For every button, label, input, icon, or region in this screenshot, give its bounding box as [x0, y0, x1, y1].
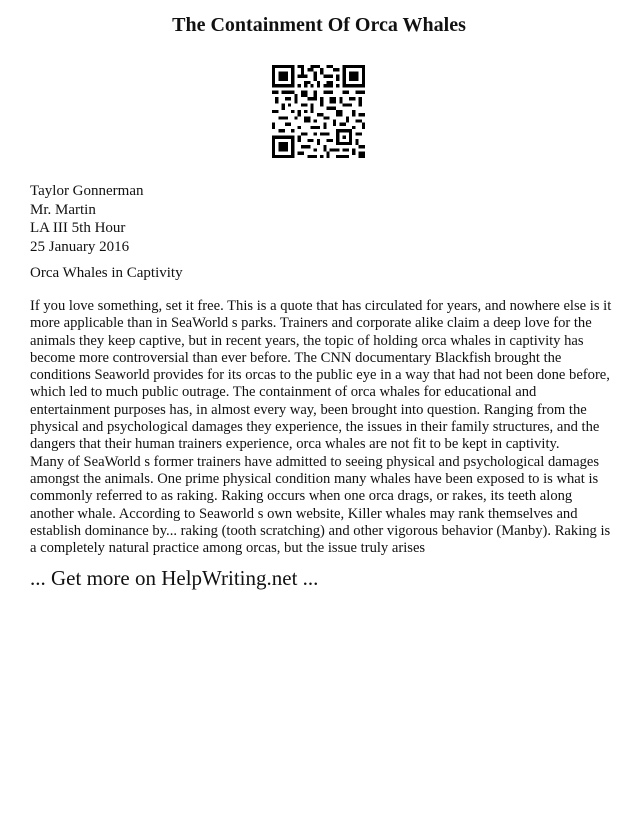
get-more-link[interactable]: ... Get more on HelpWriting.net ...: [30, 566, 319, 590]
paragraph: Many of SeaWorld s former trainers have admitted to seeing physical and psychological damages amongst the animals. One prime physical condition many whales have been exposed to is what is commonly referred to as raking. Raking occurs when one orca drags, or rakes, its teeth along another whale. According to Seaworld s own website, Killer whales may rank themselves and establish dominance by... raking (tooth scratching) and other vigorous behavior (Manby). Raking is a completely natural practice among orcas, but the issue truly arises: [30, 453, 611, 557]
essay-body: [30, 298, 612, 557]
class-period: LA III 5th Hour: [30, 220, 126, 236]
teacher-name: Mr. Martin: [30, 201, 96, 218]
author-name: Taylor Gonnerman: [30, 183, 144, 199]
qr-code-icon: [272, 65, 365, 158]
document-title: The Containment Of Orca Whales: [172, 14, 466, 36]
document-date: 25 January 2016: [30, 238, 130, 255]
essay-subtitle: Orca Whales in Captivity: [30, 265, 183, 281]
paragraph: If you love something, set it free. This is a quote that has circulated for years, and nowhere else is it more applicable than in SeaWorld s parks. Trainers and corporate alike claim a deep love for the animals they keep captive, but in recent years, the topic of holding orca whales in captivity has become more controversial than ever before. The CNN documentary Blackfish brought the conditions Seaworld provides for its orcas to the public eye in a way that had not been done before, which led to much public outrage. The containment of orca whales for educational and entertainment purposes has, in almost every way, been brought into question. Ranging from the physical and psychological damages they experience, the issues in their family structures, and the dangers that their human trainers experience, orca whales are not fit to be kept in captivity.: [30, 298, 612, 453]
document-header: [30, 182, 144, 256]
